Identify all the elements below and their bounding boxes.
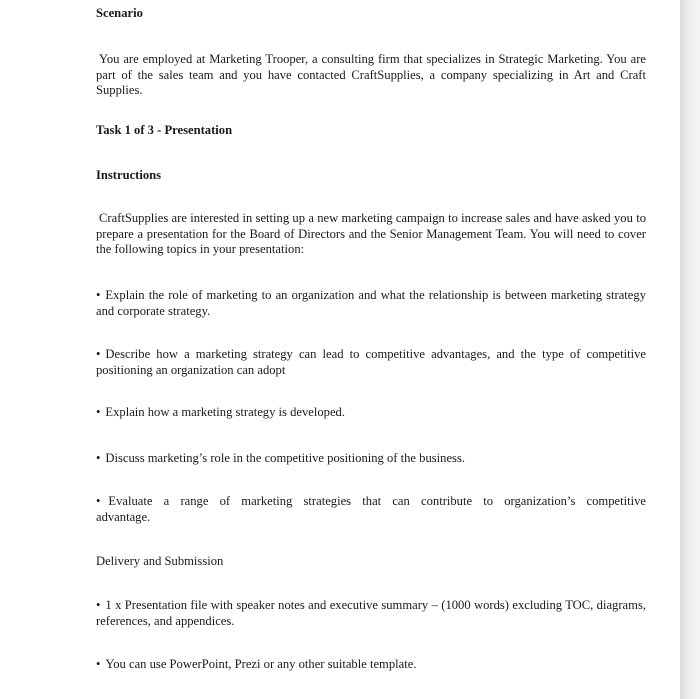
- topic-text: Describe how a marketing strategy can lead to competitive advantages, and the type of competitive positioning an organization can adopt: [96, 347, 646, 377]
- instructions-heading: Instructions: [96, 168, 162, 182]
- topic-text: Discuss marketing’s role in the competitive positioning of the business.: [105, 451, 465, 465]
- delivery-heading: Delivery and Submission: [96, 554, 224, 568]
- delivery-text: 1 x Presentation file with speaker notes and executive summary – (1000 words) excluding TOC, diagrams, references, and appendices.: [96, 598, 646, 628]
- topic-item: [96, 347, 646, 378]
- topic-text: Explain how a marketing strategy is developed.: [105, 405, 345, 419]
- topic-text: Explain the role of marketing to an organization and what the relationship is between marketing strategy and corporate strategy.: [96, 288, 646, 318]
- bullet-icon: •: [96, 657, 101, 671]
- scenario-heading: Scenario: [96, 6, 143, 20]
- topic-item: [96, 451, 646, 467]
- topic-item: [96, 405, 646, 421]
- bullet-icon: •: [96, 288, 101, 302]
- bullet-icon: •: [96, 405, 101, 419]
- bullet-icon: •: [96, 494, 101, 508]
- bullet-icon: •: [96, 347, 101, 361]
- page-edge-shadow: [680, 0, 700, 699]
- topic-item: [96, 494, 646, 525]
- delivery-item: [96, 598, 646, 629]
- delivery-item: [96, 657, 646, 673]
- bullet-icon: •: [96, 451, 101, 465]
- bullet-icon: •: [96, 598, 101, 612]
- topic-item: [96, 288, 646, 319]
- topic-text: Evaluate a range of marketing strategies that can contribute to organization’s competitive advantage.: [96, 494, 646, 524]
- task-heading: Task 1 of 3 - Presentation: [96, 123, 233, 137]
- delivery-text: You can use PowerPoint, Prezi or any other suitable template.: [105, 657, 417, 671]
- scenario-paragraph: You are employed at Marketing Trooper, a consulting firm that specializes in Strategic Marketing. You are part of the sales team and you have contacted CraftSupplies, a company specializing in Art and Craft Supplies.: [96, 52, 646, 97]
- instructions-paragraph: CraftSupplies are interested in setting up a new marketing campaign to increase sales and have asked you to prepare a presentation for the Board of Directors and the Senior Management Team. You will need to cover the following topics in your presentation:: [96, 211, 646, 256]
